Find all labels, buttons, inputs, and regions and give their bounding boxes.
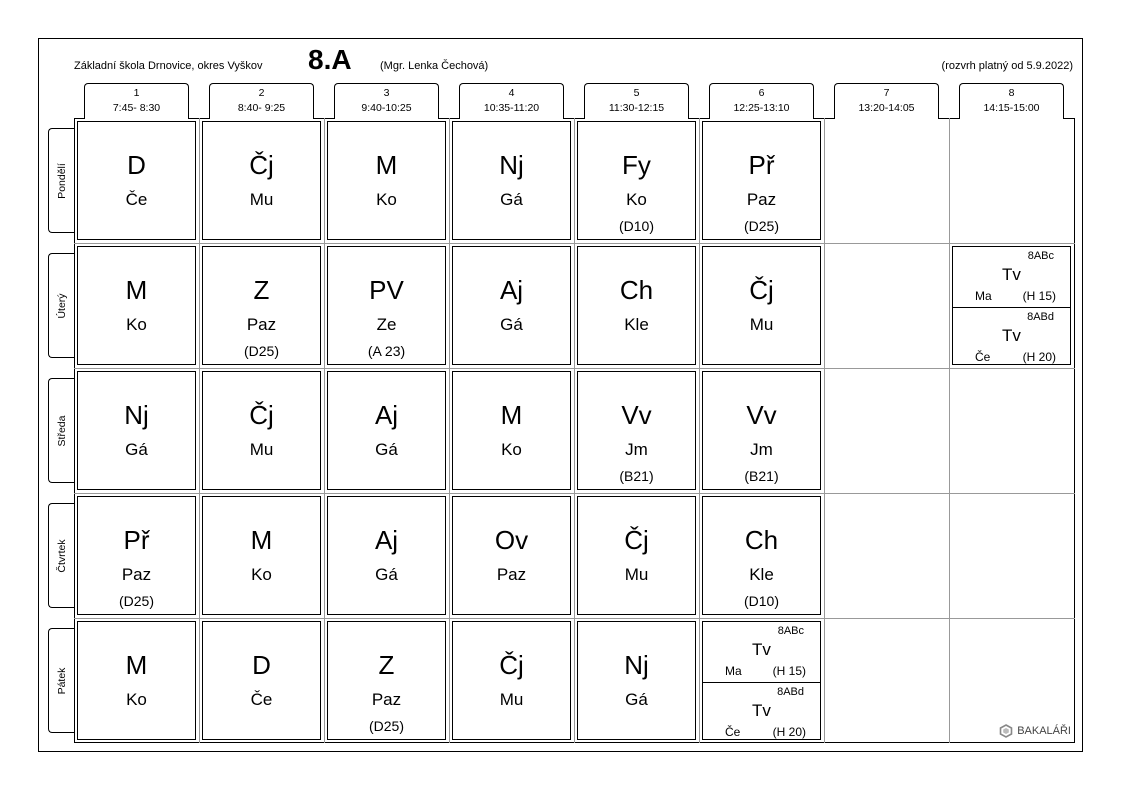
grid-line [74, 618, 1075, 619]
subject-code: Z [253, 275, 270, 305]
grid-line [74, 368, 1075, 369]
room-code: (H 15) [1022, 289, 1056, 303]
day-label [48, 628, 74, 733]
lesson-cell [202, 371, 321, 490]
period-number: 5 [633, 87, 640, 99]
room-code: (D25) [243, 343, 279, 359]
subject-code: Tv [1002, 265, 1021, 284]
teacher-code: Gá [500, 190, 523, 209]
room-code: (D25) [368, 718, 404, 734]
teacher-code: Paz [371, 690, 402, 709]
teacher-code: Mu [249, 190, 274, 209]
teacher-code: Kle [749, 565, 774, 584]
teacher-code: Mu [749, 315, 774, 334]
teacher-code: Jm [625, 440, 648, 459]
subject-code: PV [369, 275, 404, 305]
grid-line [949, 118, 950, 743]
teacher-code: Če [725, 725, 741, 739]
lesson-cell [702, 246, 821, 365]
grid-line [199, 118, 200, 743]
subject-code: Vv [621, 400, 652, 430]
lesson-cell [702, 371, 821, 490]
lesson-cell [452, 496, 571, 615]
period-header [459, 83, 564, 119]
teacher-code: Gá [125, 440, 148, 459]
period-number: 2 [258, 87, 265, 99]
bakalari-logo [999, 724, 1071, 738]
lesson-cell [77, 496, 196, 615]
period-number: 1 [133, 87, 140, 99]
lesson-cell [327, 371, 446, 490]
teacher-code: Če [125, 190, 148, 209]
subject-code: Př [748, 150, 775, 180]
period-header [834, 83, 939, 119]
subject-code: Aj [374, 400, 399, 430]
teacher-code: Kle [624, 315, 649, 334]
room-code: (H 20) [1022, 350, 1056, 364]
room-code: (D25) [743, 218, 779, 234]
lesson-cell [452, 246, 571, 365]
room-code: (H 15) [772, 664, 806, 678]
period-number: 4 [508, 87, 515, 99]
lesson-cell [577, 121, 696, 240]
teacher-code: Mu [249, 440, 274, 459]
subject-code: Př [123, 525, 150, 555]
room-code: (A 23) [367, 343, 406, 359]
group-label: 8ABc [777, 625, 804, 637]
teacher-code: Če [250, 690, 273, 709]
subject-code: Tv [752, 640, 771, 659]
period-time: 10:35-11:20 [483, 102, 540, 114]
day-label [48, 128, 74, 233]
teacher-code: Paz [496, 565, 527, 584]
group-label: 8ABd [777, 686, 804, 698]
subject-code: Aj [499, 275, 524, 305]
teacher-code: Gá [625, 690, 648, 709]
lesson-cell [702, 621, 821, 740]
teacher-code: Ma [975, 289, 992, 303]
group-label: 8ABc [1027, 250, 1054, 262]
teacher-code: Ma [725, 664, 742, 678]
subject-code: Ch [744, 525, 779, 555]
teacher-code: Gá [500, 315, 523, 334]
subject-code: Vv [746, 400, 777, 430]
day-label [48, 253, 74, 358]
teacher-code: Ko [126, 690, 147, 709]
room-code: (D25) [118, 593, 154, 609]
period-time: 7:45- 8:30 [112, 102, 161, 114]
teacher-code: Gá [375, 440, 398, 459]
period-header [334, 83, 439, 119]
day-name: Středa [55, 415, 68, 446]
period-time: 8:40- 9:25 [237, 102, 286, 114]
grid-line [824, 118, 825, 743]
period-header [709, 83, 814, 119]
split-lesson [953, 247, 1070, 307]
period-header [584, 83, 689, 119]
lesson-cell [952, 246, 1071, 365]
teacher-code: Gá [375, 565, 398, 584]
period-time: 14:15-15:00 [983, 102, 1040, 114]
subject-code: D [252, 650, 271, 680]
lesson-cell [77, 371, 196, 490]
lesson-cell [702, 496, 821, 615]
period-time: 13:20-14:05 [858, 102, 915, 114]
subject-code: M [125, 275, 148, 305]
grid-line [324, 118, 325, 743]
period-time: 11:30-12:15 [608, 102, 665, 114]
teacher-code: Ko [626, 190, 647, 209]
day-name: Pátek [55, 667, 68, 694]
lesson-cell [577, 246, 696, 365]
teacher-code: Ko [501, 440, 522, 459]
grid-line [74, 493, 1075, 494]
teacher-code: Paz [746, 190, 777, 209]
teacher-code: Paz [121, 565, 152, 584]
subject-code: Čj [749, 275, 774, 305]
teacher-code: Jm [750, 440, 773, 459]
subject-code: Čj [249, 150, 274, 180]
subject-code: Čj [249, 400, 274, 430]
lesson-cell [77, 246, 196, 365]
lesson-cell [327, 121, 446, 240]
subject-code: Z [378, 650, 395, 680]
subject-code: Fy [622, 150, 651, 180]
split-lesson [703, 682, 820, 743]
period-number: 3 [383, 87, 390, 99]
lesson-cell [577, 621, 696, 740]
teacher-code: Mu [499, 690, 524, 709]
lesson-cell [327, 246, 446, 365]
subject-code: Tv [752, 701, 771, 720]
period-number: 7 [883, 87, 890, 99]
room-code: (D10) [618, 218, 654, 234]
lesson-cell [202, 496, 321, 615]
subject-code: Nj [124, 400, 149, 430]
room-code: (B21) [744, 468, 779, 484]
class-title: 8.A [308, 44, 352, 75]
period-time: 9:40-10:25 [361, 102, 412, 114]
period-number: 8 [1008, 87, 1015, 99]
period-number: 6 [758, 87, 765, 99]
grid-line [699, 118, 700, 743]
teacher-code: Ze [376, 315, 397, 334]
subject-code: Aj [374, 525, 399, 555]
day-label [48, 503, 74, 608]
teacher-code: Mu [624, 565, 649, 584]
lesson-cell [202, 246, 321, 365]
subject-code: Čj [624, 525, 649, 555]
lesson-cell [452, 621, 571, 740]
school-name: Základní škola Drnovice, okres Vyškov [74, 60, 263, 72]
subject-code: Tv [1002, 326, 1021, 345]
room-code: (B21) [619, 468, 654, 484]
teacher-code: Če [975, 350, 991, 364]
grid-line [449, 118, 450, 743]
teacher-code: Ko [376, 190, 397, 209]
class-teacher: (Mgr. Lenka Čechová) [380, 60, 489, 72]
period-header [959, 83, 1064, 119]
subject-code: Nj [499, 150, 524, 180]
period-time: 12:25-13:10 [733, 102, 790, 114]
subject-code: M [250, 525, 273, 555]
group-label: 8ABd [1027, 311, 1054, 323]
bakalari-logo-icon [999, 724, 1013, 738]
lesson-cell [577, 496, 696, 615]
lesson-cell [327, 621, 446, 740]
day-name: Úterý [55, 292, 68, 319]
teacher-code: Ko [251, 565, 272, 584]
subject-code: Ch [619, 275, 654, 305]
validity-note: (rozvrh platný od 5.9.2022) [941, 60, 1073, 72]
lesson-cell [202, 621, 321, 740]
period-header [84, 83, 189, 119]
period-header [209, 83, 314, 119]
lesson-cell [577, 371, 696, 490]
lesson-cell [77, 621, 196, 740]
lesson-cell [452, 121, 571, 240]
subject-code: M [125, 650, 148, 680]
teacher-code: Ko [126, 315, 147, 334]
day-label [48, 378, 74, 483]
day-name: Čtvrtek [55, 538, 68, 573]
subject-code: M [375, 150, 398, 180]
split-lesson [953, 307, 1070, 368]
lesson-cell [327, 496, 446, 615]
subject-code: Čj [499, 650, 524, 680]
grid-line [74, 243, 1075, 244]
lesson-cell [452, 371, 571, 490]
subject-code: Nj [624, 650, 649, 680]
subject-code: M [500, 400, 523, 430]
lesson-cell [202, 121, 321, 240]
subject-code: D [127, 150, 146, 180]
room-code: (H 20) [772, 725, 806, 739]
grid-line [574, 118, 575, 743]
day-name: Pondělí [55, 162, 68, 199]
lesson-cell [702, 121, 821, 240]
room-code: (D10) [743, 593, 779, 609]
subject-code: Ov [494, 525, 529, 555]
lesson-cell [77, 121, 196, 240]
teacher-code: Paz [246, 315, 277, 334]
split-lesson [703, 622, 820, 682]
logo-text: BAKALÁŘI [1017, 725, 1071, 737]
